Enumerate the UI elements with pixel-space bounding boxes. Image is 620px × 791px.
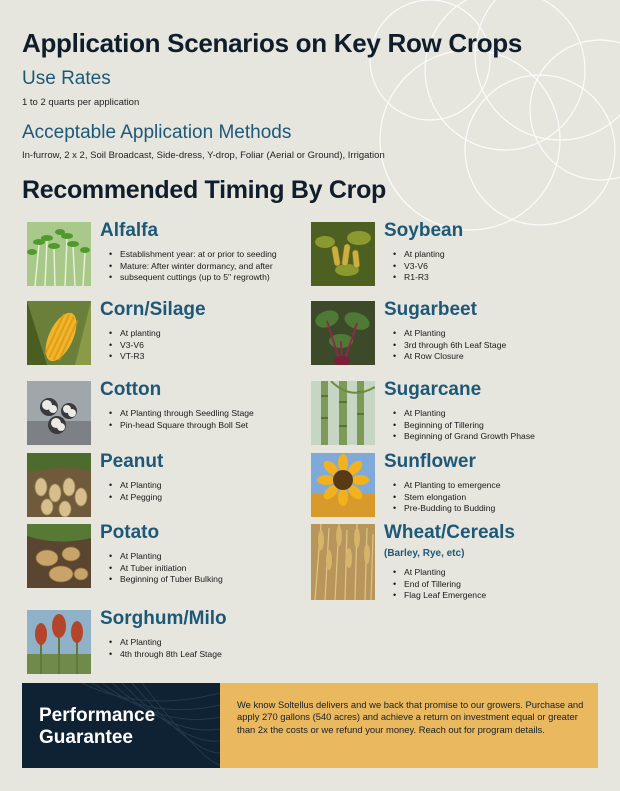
crop-wheat <box>306 522 586 601</box>
use-rates-text: 1 to 2 quarts per application <box>22 97 140 108</box>
page-title: Application Scenarios on Key Row Crops <box>22 28 523 58</box>
crop-name: Soybean <box>384 220 464 241</box>
timing-item: • At Tuber initiation <box>109 563 223 575</box>
timing-list <box>393 408 535 443</box>
timing-list <box>393 328 506 363</box>
crop-name: Sugarcane <box>384 379 482 400</box>
timing-item: • At Planting <box>109 480 162 492</box>
timing-list <box>109 637 222 660</box>
crop-name: Peanut <box>100 451 164 472</box>
cotton-photo <box>27 381 91 445</box>
timing-item: • Beginning of Grand Growth Phase <box>393 431 535 443</box>
timing-item: • At Planting to emergence <box>393 480 501 492</box>
timing-item: • 3rd through 6th Leaf Stage <box>393 340 506 352</box>
peanut-photo <box>27 453 91 517</box>
crop-corn <box>22 299 302 369</box>
potato-photo <box>27 524 91 588</box>
sorghum-photo <box>27 610 91 674</box>
timing-list <box>109 408 254 431</box>
crop-name: Wheat/Cereals <box>384 522 515 543</box>
performance-guarantee-banner <box>22 683 598 768</box>
use-rates-heading: Use Rates <box>22 68 111 89</box>
timing-item: • At Planting <box>393 328 506 340</box>
timing-item: • Beginning of Tillering <box>393 420 535 432</box>
corn-photo <box>27 301 91 365</box>
timing-list <box>109 328 161 363</box>
timing-list <box>393 567 486 602</box>
timing-item: • At planting <box>393 249 445 261</box>
timing-item: • At planting <box>109 328 161 340</box>
guarantee-title: Performance Guarantee <box>39 705 156 748</box>
timing-item: • At Planting <box>393 567 486 579</box>
crop-name: Alfalfa <box>100 220 159 241</box>
timing-item: • Pin-head Square through Boll Set <box>109 420 254 432</box>
crop-name: Potato <box>100 522 160 543</box>
crop-sorghum <box>22 608 302 678</box>
guarantee-title-panel <box>22 683 220 768</box>
timing-list <box>109 249 277 284</box>
timing-item: • R1-R3 <box>393 272 445 284</box>
crop-soybean <box>306 220 586 290</box>
timing-item: • subsequent cuttings (up to 5" regrowth) <box>109 272 277 284</box>
crop-sunflower <box>306 451 586 521</box>
crop-name: Sorghum/Milo <box>100 608 227 629</box>
timing-item: • Mature: After winter dormancy, and after <box>109 261 277 273</box>
timing-item: • Establishment year: at or prior to seeding <box>109 249 277 261</box>
timing-item: • At Planting through Seedling Stage <box>109 408 254 420</box>
sugarbeet-photo <box>311 301 375 365</box>
crop-peanut <box>22 451 302 521</box>
timing-item: • End of Tillering <box>393 579 486 591</box>
wheat-photo <box>311 524 375 600</box>
timing-item: • V3-V6 <box>109 340 161 352</box>
crop-name: Cotton <box>100 379 162 400</box>
crop-subtitle: (Barley, Rye, etc) <box>384 548 465 559</box>
crop-name: Sunflower <box>384 451 476 472</box>
timing-item: • Flag Leaf Emergence <box>393 590 486 602</box>
sugarcane-photo <box>311 381 375 445</box>
sunflower-photo <box>311 453 375 517</box>
application-methods-text: In-furrow, 2 x 2, Soil Broadcast, Side-dress, Y-drop, Foliar (Aerial or Ground), Irrigation <box>22 150 385 161</box>
timing-list <box>109 551 223 586</box>
timing-item: • At Pegging <box>109 492 162 504</box>
timing-item: • Pre-Budding to Budding <box>393 503 501 515</box>
application-methods-heading: Acceptable Application Methods <box>22 122 292 143</box>
guarantee-text: We know Soltellus delivers and we back that promise to our growers. Purchase and apply 270 gallons (540 acres) and achieve a return on investment equal or greater than 2x the costs or we refund your money. Reach out for program details. <box>237 699 584 735</box>
crop-sugarcane <box>306 379 586 449</box>
crop-name: Corn/Silage <box>100 299 206 320</box>
timing-list <box>109 480 162 503</box>
timing-item: • V3-V6 <box>393 261 445 273</box>
timing-list <box>393 480 501 515</box>
crop-alfalfa <box>22 220 302 290</box>
soybean-photo <box>311 222 375 286</box>
timing-item: • Beginning of Tuber Bulking <box>109 574 223 586</box>
timing-item: • At Planting <box>109 551 223 563</box>
alfalfa-photo <box>27 222 91 286</box>
crop-potato <box>22 522 302 592</box>
crop-sugarbeet <box>306 299 586 369</box>
timing-item: • At Planting <box>109 637 222 649</box>
timing-item: • At Planting <box>393 408 535 420</box>
timing-list <box>393 249 445 284</box>
guarantee-text-panel <box>220 683 598 768</box>
crop-cotton <box>22 379 302 449</box>
timing-item: • VT-R3 <box>109 351 161 363</box>
timing-item: • At Row Closure <box>393 351 506 363</box>
timing-heading: Recommended Timing By Crop <box>22 176 387 204</box>
timing-item: • 4th through 8th Leaf Stage <box>109 649 222 661</box>
crop-name: Sugarbeet <box>384 299 477 320</box>
timing-item: • Stem elongation <box>393 492 501 504</box>
